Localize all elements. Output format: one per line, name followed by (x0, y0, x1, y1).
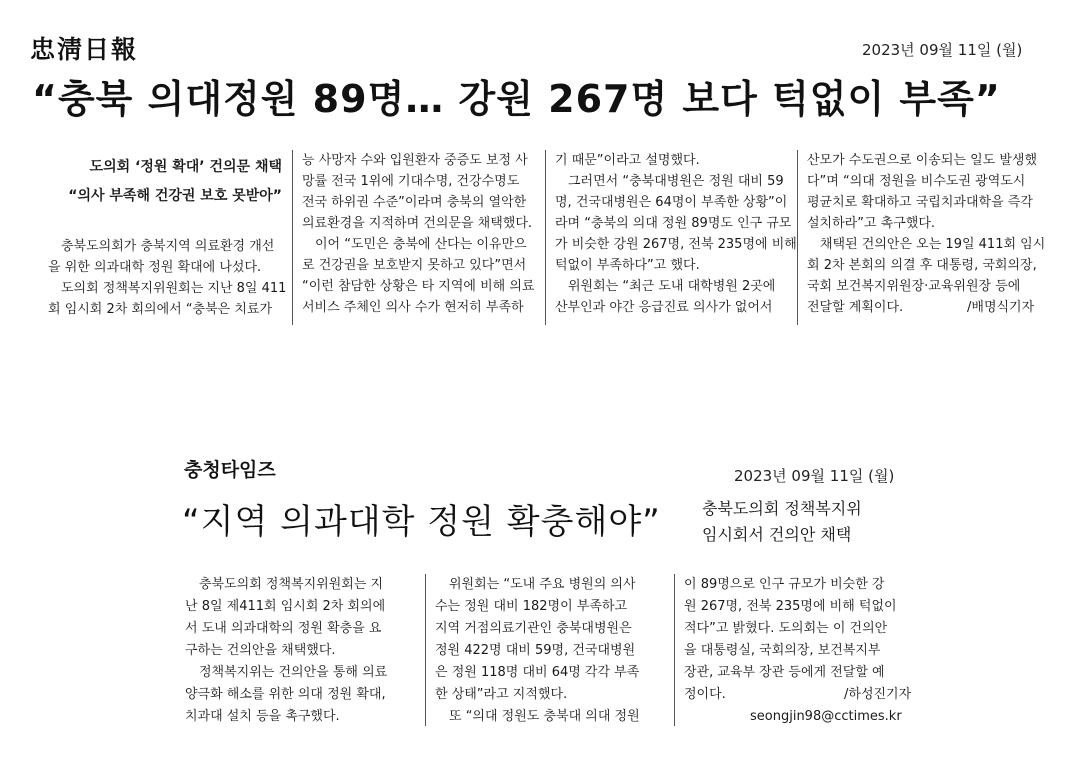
text-fragment: 정이다. (684, 687, 726, 702)
subheadline: 도의회 ‘정원 확대’ 건의문 채택 (89, 159, 282, 175)
publish-date: 2023년 09월 11일 (월) (734, 467, 895, 485)
text-line: 국회 보건복지위원장·교육위원장 등에 (807, 279, 1021, 294)
text-line: 회 2차 본회의 의결 후 대통령, 국회의장, (807, 258, 1037, 273)
text-line: 턱없이 부족하다”고 했다. (555, 258, 700, 273)
text-line: 또 “의대 정원도 충북대 의대 정원 (449, 709, 640, 724)
text-line: 그러면서 “충북대병원은 정원 대비 59 (568, 174, 784, 189)
text-line: 정책복지위는 건의안을 통해 의료 (199, 665, 388, 680)
column-rule (425, 574, 426, 726)
text-line: 의료환경을 지적하며 건의문을 채택했다. (302, 216, 533, 231)
text-line: 치과대 설치 등을 촉구했다. (185, 709, 340, 724)
text-line: 가 비슷한 강원 267명, 전북 235명에 비해 (555, 237, 797, 252)
text-line: 정원 422명 대비 59명, 건국대병원 (435, 643, 636, 658)
text-line: 수는 정원 대비 182명이 부족하고 (435, 599, 628, 614)
text-line: 위원회는 “최근 도내 대학병원 2곳에 (568, 279, 776, 294)
text-line: “이런 참담한 상황은 타 지역에 비해 의료 (302, 279, 535, 294)
masthead-logo: 충청타임즈 (184, 459, 276, 481)
text-line: 명, 건국대병원은 64명이 부족한 상황”이 (555, 195, 788, 210)
text-line: 로 건강권을 보호받지 못하고 있다”면서 (302, 258, 527, 273)
article-column (684, 574, 912, 728)
text-line (807, 297, 1045, 318)
publish-date: 2023년 09월 11일 (월) (862, 41, 1023, 59)
column-rule (797, 150, 798, 325)
text-line: 산모가 수도권으로 이송되는 일도 발생했 (807, 153, 1038, 168)
text-line: 망률 전국 1위에 기대수명, 건강수명도 (302, 174, 520, 189)
subheadline: “의사 부족해 건강권 보호 못받아” (68, 188, 282, 204)
text-line: 능 사망자 수와 입원환자 중증도 보정 사 (302, 153, 528, 168)
column-rule (674, 574, 675, 726)
text-line: 서비스 주체인 의사 수가 현저히 부족하 (302, 300, 524, 315)
column-rule (545, 150, 546, 325)
reporter-email: seongjin98@cctimes.kr (750, 709, 902, 724)
text-line: 구하는 건의안을 채택했다. (185, 643, 336, 658)
article-column (185, 574, 387, 728)
text-line: 충북도의회 정책복지위원회는 지 (199, 577, 384, 592)
masthead-logo: 忠淸日報 (30, 35, 139, 64)
subheadline: 임시회서 건의안 채택 (702, 525, 852, 544)
byline: /하성진기자 (844, 687, 912, 702)
text-line: 지역 거점의료기관인 충북대병원은 (435, 621, 632, 636)
text-line: 채택된 건의안은 오는 19일 411회 임시 (820, 237, 1046, 252)
text-line: 이 89명으로 인구 규모가 비슷한 강 (684, 577, 885, 592)
text-line: 평균치로 확대하고 국립치과대학을 즉각 (807, 195, 1033, 210)
text-line: 장관, 교육부 장관 등에게 전달할 예 (684, 665, 885, 680)
text-line (684, 684, 912, 706)
text-line: 원 267명, 전북 235명에 비해 턱없이 (684, 599, 897, 614)
text-line: 양극화 해소를 위한 의대 정원 확대, (185, 687, 386, 702)
article-column (807, 150, 1045, 318)
article-column (555, 150, 797, 318)
text-line: 을 위한 의과대학 정원 확대에 나섰다. (48, 260, 262, 275)
article-column (302, 150, 534, 318)
column-rule (292, 150, 293, 325)
headline: “충북 의대정원 89명… 강원 267명 보다 턱없이 부족” (32, 77, 1001, 121)
byline: /배명식기자 (967, 300, 1035, 315)
text-fragment: 전달할 계획이다. (807, 300, 904, 315)
text-line: 전국 하위권 수준”이라며 충북의 열악한 (302, 195, 527, 210)
text-line: 도의회 정책복지위원회는 지난 8일 411 (61, 281, 287, 296)
article-column (435, 574, 640, 728)
text-line: 설치하라”고 촉구했다. (807, 216, 936, 231)
text-line: 을 대통령실, 국회의장, 보건복지부 (684, 643, 881, 658)
subheadline: 충북도의회 정책복지위 (702, 499, 862, 518)
text-line: 위원회는 “도내 주요 병원의 의사 (449, 577, 636, 592)
article-column (48, 236, 286, 320)
text-line: 산부인과 야간 응급진료 의사가 없어서 (555, 300, 773, 315)
text-line: 이어 “도민은 충북에 산다는 이유만으 (315, 237, 527, 252)
text-line: 다”며 “의대 정원을 비수도권 광역도시 (807, 174, 1026, 189)
text-line: 한 상태”라고 지적했다. (435, 687, 568, 702)
text-line: 난 8일 제411회 임시회 2차 회의에 (185, 599, 386, 614)
text-line: 기 때문”이라고 설명했다. (555, 153, 700, 168)
text-line: 라며 “충북의 의대 정원 89명도 인구 규모 (555, 216, 792, 231)
text-line: 충북도의회가 충북지역 의료환경 개선 (61, 239, 275, 254)
text-line: 회 임시회 2차 회의에서 “충북은 치료가 (48, 302, 273, 317)
headline: “지역 의과대학 정원 확충해야” (182, 502, 661, 542)
text-line: 은 정원 118명 대비 64명 각각 부족 (435, 665, 640, 680)
text-line: 서 도내 의과대학의 정원 확충을 요 (185, 621, 382, 636)
text-line: 적다”고 밝혔다. 도의회는 이 건의안 (684, 621, 888, 636)
